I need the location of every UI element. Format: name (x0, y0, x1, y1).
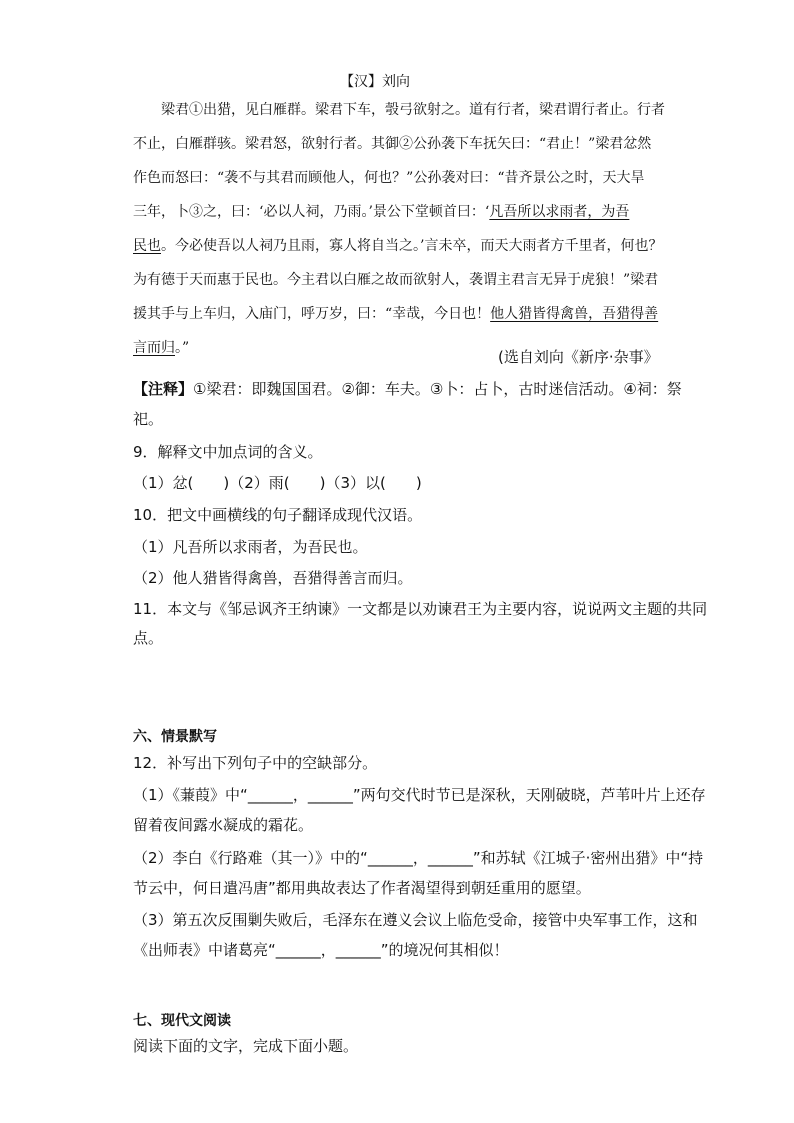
passage-line: 民也。今必使吾以人祠乃且雨，寡人将自当之。’言未卒，而天大雨者方千里者，何也？ (133, 238, 663, 254)
question-12-item-3-continued: 《出师表》中诸葛亮“______，______”的境况何其相似！ (133, 941, 509, 959)
question-9: 9．解释文中加点词的含义。 (133, 443, 323, 461)
passage-line: 三年，卜③之，曰：‘必以人祠，乃雨。’景公下堂顿首曰：‘凡吾所以求雨者，为吾 (133, 204, 630, 220)
underlined-sentence: 言而归 (133, 340, 175, 356)
section-7-instruction: 阅读下面的文字，完成下面小题。 (133, 1037, 359, 1055)
passage-line: 援其手与上车归，入庙门，呼万岁，曰：“幸哉，今日也！他人猎皆得禽兽，吾猎得善 (133, 306, 659, 322)
notes: 【注释】①梁君：即魏国国君。②御：车夫。③卜：占卜，古时迷信活动。④祠：祭 (133, 380, 682, 398)
question-11: 11．本文与《邹忌讽齐王纳谏》一文都是以劝谏君王为主要内容，说说两文主题的共同 (133, 600, 708, 618)
question-12-item-2: （2）李白《行路难（其一）》中的“______，______”和苏轼《江城子·密州出猎》中“持 (133, 849, 704, 867)
passage-author: 【汉】刘向 (340, 74, 410, 90)
question-12-item-3: （3）第五次反围剿失败后，毛泽东在遵义会议上临危受命，接管中央军事工作，这和 (133, 911, 698, 929)
underlined-sentence: 他人猎皆得禽兽，吾猎得善 (490, 306, 659, 322)
notes-label: 【注释】 (133, 380, 194, 398)
underlined-sentence: 凡吾所以求雨者，为吾 (489, 204, 630, 220)
question-12-item-2-continued: 节云中，何日遣冯唐”都用典故表达了作者渴望得到朝廷重用的愿望。 (133, 879, 591, 897)
question-9-items: （1）忿( )（2）雨( )（3）以( ) (133, 474, 422, 492)
question-12-item-1: （1）《蒹葭》中“______，______”两句交代时节已是深秋，天刚破晓，芦苇叶片上还存 (133, 786, 706, 804)
underlined-sentence: 民也 (133, 238, 161, 254)
question-12: 12．补写出下列句子中的空缺部分。 (133, 754, 378, 772)
question-10: 10．把文中画横线的句子翻译成现代汉语。 (133, 506, 423, 524)
question-11-continued: 点。 (133, 629, 164, 647)
section-7-title: 七、现代文阅读 (133, 1013, 231, 1029)
question-10-item-2: （2）他人猎皆得禽兽，吾猎得善言而归。 (133, 569, 413, 587)
passage-line: 作色而怒曰：“袭不与其君而顾他人，何也？”公孙袭对曰：“昔齐景公之时，天大旱 (133, 170, 645, 186)
question-10-item-1: （1）凡吾所以求雨者，为吾民也。 (133, 538, 368, 556)
passage-line: 不止，白雁群骇。梁君怒，欲射行者。其御②公孙袭下车抚矢曰：“君止！”梁君忿然 (133, 136, 652, 152)
question-12-item-1-continued: 留着夜间露水凝成的霜花。 (133, 816, 314, 834)
passage-line: 为有德于天而惠于民也。今主君以白雁之故而欲射人，袭谓主君言无异于虎狼！”梁君 (133, 272, 659, 288)
notes-continued: 祀。 (133, 410, 164, 428)
passage-line: 言而归。” (133, 340, 190, 356)
section-6-title: 六、情景默写 (133, 729, 217, 745)
passage-source: (选自刘向《新序·杂事》 (498, 348, 659, 366)
passage-line: 梁君①出猎，见白雁群。梁君下车，彀弓欲射之。道有行者，梁君谓行者止。行者 (133, 102, 665, 118)
